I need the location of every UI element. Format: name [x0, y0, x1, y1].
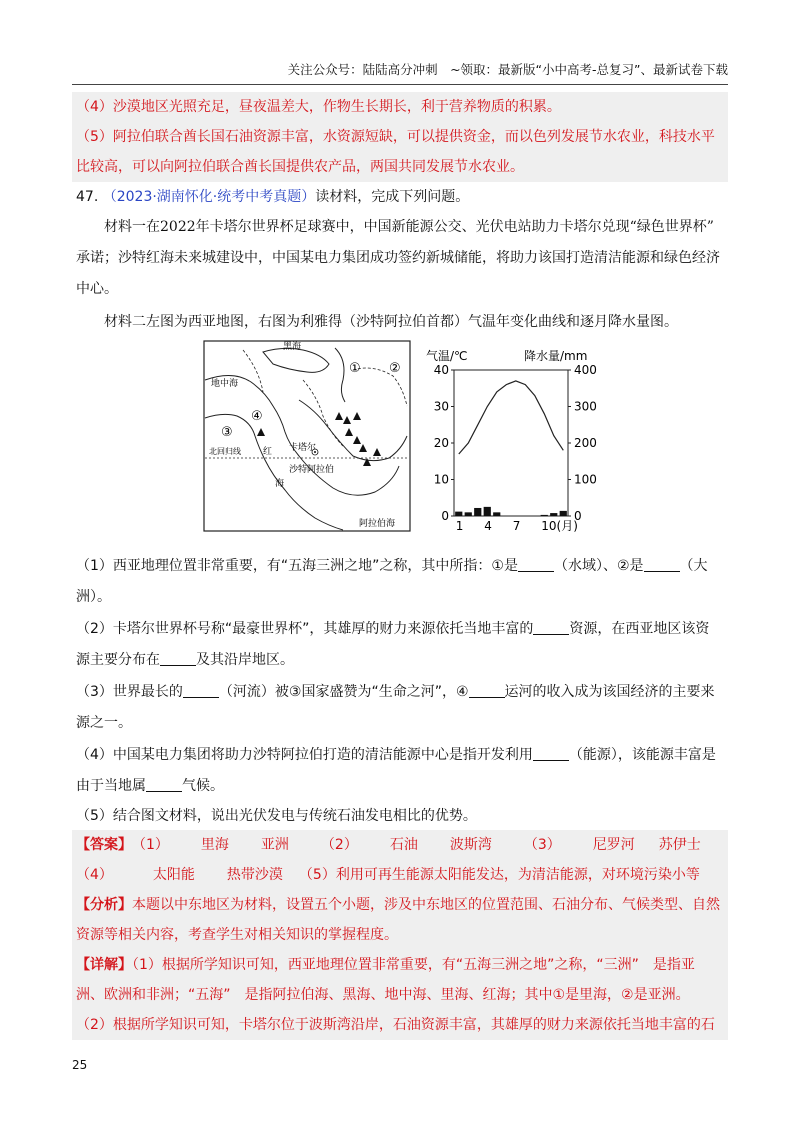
temp-tick-label: 40: [433, 363, 449, 377]
month-tick-label: 7: [512, 519, 521, 533]
precip-bar: [541, 515, 548, 516]
climate-chart: [422, 340, 608, 540]
answer-part: 热带沙漠: [226, 867, 283, 883]
prev-answer-line: （5）阿拉伯联合酋长国石油资源丰富，水资源短缺，可以提供资金，而以色列发展节水农业，科技水平: [76, 129, 715, 145]
answer-part: 里海: [200, 837, 229, 853]
q2-text: 及其沿岸地区。: [196, 652, 294, 668]
q1-text: （1）西亚地理位置非常重要，有“五海三洲之地”之称，其中所指：①是: [76, 558, 518, 574]
prev-answer-line: （4）沙漠地区光照充足，昼夜温差大，作物生长期长，利于营养物质的积累。: [76, 99, 561, 115]
header-rule: [72, 84, 728, 85]
answer-part: 太阳能: [152, 867, 195, 883]
q1-text: 洲）。: [76, 589, 111, 605]
answer-blank[interactable]: [146, 777, 182, 792]
question-3: [76, 677, 726, 739]
chart-ylabel-precip: 降水量/mm: [524, 349, 588, 363]
chart-plot-frame: [454, 370, 568, 516]
precip-bar: [484, 507, 491, 516]
q3-text: 源之一。: [76, 715, 132, 731]
map-label-qatar: 卡塔尔: [289, 443, 317, 453]
west-asia-map: [203, 340, 411, 532]
answer-part: 波斯湾: [449, 837, 492, 853]
detail-tag: 【详解】: [76, 957, 132, 973]
analysis-tag: 【分析】: [76, 897, 132, 913]
q2-text: 资源，在西亚地区该资: [569, 621, 710, 637]
precip-tick-label: 0: [574, 509, 582, 523]
answer-line-2: [72, 860, 728, 890]
answer-blank[interactable]: [533, 746, 569, 761]
answer-part: 尼罗河: [592, 837, 635, 853]
answer-part: （1）: [132, 837, 169, 853]
precip-bar: [465, 512, 472, 516]
map-label-circle2: ②: [389, 361, 401, 376]
solution-block: [72, 830, 728, 1040]
chart-ylabel-temp: 气温/℃: [426, 349, 468, 363]
month-tick-label: 10(月): [541, 519, 578, 533]
q4-text: 气候。: [182, 778, 224, 794]
answer-tag: 【答案】: [76, 837, 132, 853]
q1-text: （大: [679, 558, 708, 574]
precip-tick-label: 300: [574, 399, 597, 414]
month-tick-label: 1: [455, 519, 464, 533]
map-label-circle3: ③: [221, 425, 233, 440]
precip-bar: [474, 508, 481, 516]
q3-text: 运河的收入成为该国经济的主要来: [504, 684, 715, 700]
temperature-line: [459, 381, 564, 454]
analysis-line: [72, 890, 728, 920]
precip-bar: [455, 512, 462, 516]
question-title: [76, 186, 469, 206]
q2-text: （2）卡塔尔世界杯号称“最豪世界杯”，其雄厚的财力来源依托当地丰富的: [76, 621, 534, 637]
precip-bar: [550, 513, 557, 516]
map-label-tropic: 北回归线: [209, 447, 241, 456]
precip-tick-label: 200: [574, 436, 597, 450]
answer-blank[interactable]: [183, 683, 219, 698]
material-one: [76, 212, 726, 305]
q4-text: 由于当地属: [76, 778, 146, 794]
precip-tick-label: 400: [574, 363, 597, 377]
detail-line: （2）根据所学知识可知，卡塔尔位于波斯湾沿岸，石油资源丰富，其雄厚的财力来源依托当地丰富的石: [76, 1017, 715, 1033]
q3-text: （河流）被③国家盛赞为“生命之河”，④: [218, 684, 469, 700]
analysis-text: 本题以中东地区为材料，设置五个小题，涉及中东地区的位置范围、石油分布、气候类型、自然: [132, 897, 720, 913]
answer-part: 石油: [389, 837, 418, 853]
precip-bar: [560, 511, 567, 516]
answer-part: 亚洲: [260, 837, 289, 853]
question-1: [76, 551, 726, 613]
detail-text: （1）根据所学知识可知，西亚地理位置非常重要，有“五海三洲之地”之称，“三洲” 是指亚: [132, 957, 695, 973]
answer-part: （2）: [320, 837, 358, 853]
question-4: [76, 740, 726, 802]
temp-tick-label: 30: [433, 399, 449, 414]
answer-part: 苏伊士: [658, 837, 701, 853]
precip-tick-label: 100: [574, 472, 597, 487]
question-number: 47.: [76, 189, 99, 205]
answer-blank[interactable]: [533, 620, 569, 635]
precip-bar: [493, 512, 500, 516]
question-source: （2023·湖南怀化·统考中考真题）: [102, 189, 316, 205]
answer-blank[interactable]: [518, 557, 554, 572]
temp-tick-label: 0: [441, 509, 449, 523]
q4-text: （能源），该能源丰富是: [568, 747, 716, 763]
month-tick-label: 4: [484, 519, 492, 533]
map-label-circle4: ④: [251, 409, 263, 424]
answer-blank[interactable]: [644, 557, 680, 572]
q3-text: （3）世界最长的: [76, 684, 183, 700]
page-header: 关注公众号：陆陆高分冲刺 ~领取：最新版“小中高考-总复习”、最新试卷下载: [287, 62, 728, 77]
page-number: 25: [72, 1058, 88, 1072]
map-label-black-sea: 黑海: [283, 342, 302, 352]
map-label-red-sea-1: 红: [263, 447, 273, 457]
detail-line: [72, 950, 728, 980]
map-label-red-sea-2: 海: [275, 479, 285, 489]
material-line: 承诺；沙特红海未来城建设中，中国某电力集团成功签约新城储能，将助力该国打造清洁能源和绿色经济: [76, 250, 720, 266]
analysis-line: 资源等相关内容，考查学生对相关知识的掌握程度。: [76, 927, 398, 943]
q1-text: （水域）、②是: [553, 558, 644, 574]
material-two: 材料二左图为西亚地图，右图为利雅得（沙特阿拉伯首都）气温年变化曲线和逐月降水量图。: [104, 314, 678, 330]
answer-line-1: [72, 830, 728, 860]
map-label-saudi: 沙特阿拉伯: [289, 465, 335, 475]
question-2: [76, 614, 726, 676]
q4-text: （4）中国某电力集团将助力沙特阿拉伯打造的清洁能源中心是指开发利用: [76, 747, 533, 763]
answer-part: （5）利用可再生能源太阳能发达，为清洁能源，对环境污染小等: [298, 867, 700, 883]
map-label-circle1: ①: [349, 361, 361, 376]
material-line: 材料一在2022年卡塔尔世界杯足球赛中，中国新能源公交、光伏电站助力卡塔尔兑现“绿色世界杯”: [104, 219, 714, 235]
previous-answer-block: [72, 92, 728, 182]
map-label-arabian-sea: 阿拉伯海: [359, 519, 396, 529]
map-label-mediterranean: 地中海: [211, 379, 239, 389]
answer-blank[interactable]: [160, 651, 196, 666]
prev-answer-line: 比较高，可以向阿拉伯联合酋长国提供农产品，两国共同发展节水农业。: [76, 159, 524, 175]
question-5: （5）结合图文材料，说出光伏发电与传统石油发电相比的优势。: [76, 808, 477, 824]
temp-tick-label: 10: [433, 472, 449, 487]
detail-line: 洲、欧洲和非洲；“五海” 是指阿拉伯海、黑海、地中海、里海、红海；其中①是里海，②是亚洲。: [76, 987, 690, 1003]
answer-part: （4）: [76, 867, 113, 883]
answer-part: （3）: [523, 837, 561, 853]
question-prompt: 读材料，完成下列问题。: [315, 189, 470, 205]
material-line: 中心。: [76, 281, 118, 297]
temp-tick-label: 20: [433, 436, 449, 450]
answer-blank[interactable]: [469, 683, 505, 698]
q2-text: 源主要分布在: [76, 652, 160, 668]
